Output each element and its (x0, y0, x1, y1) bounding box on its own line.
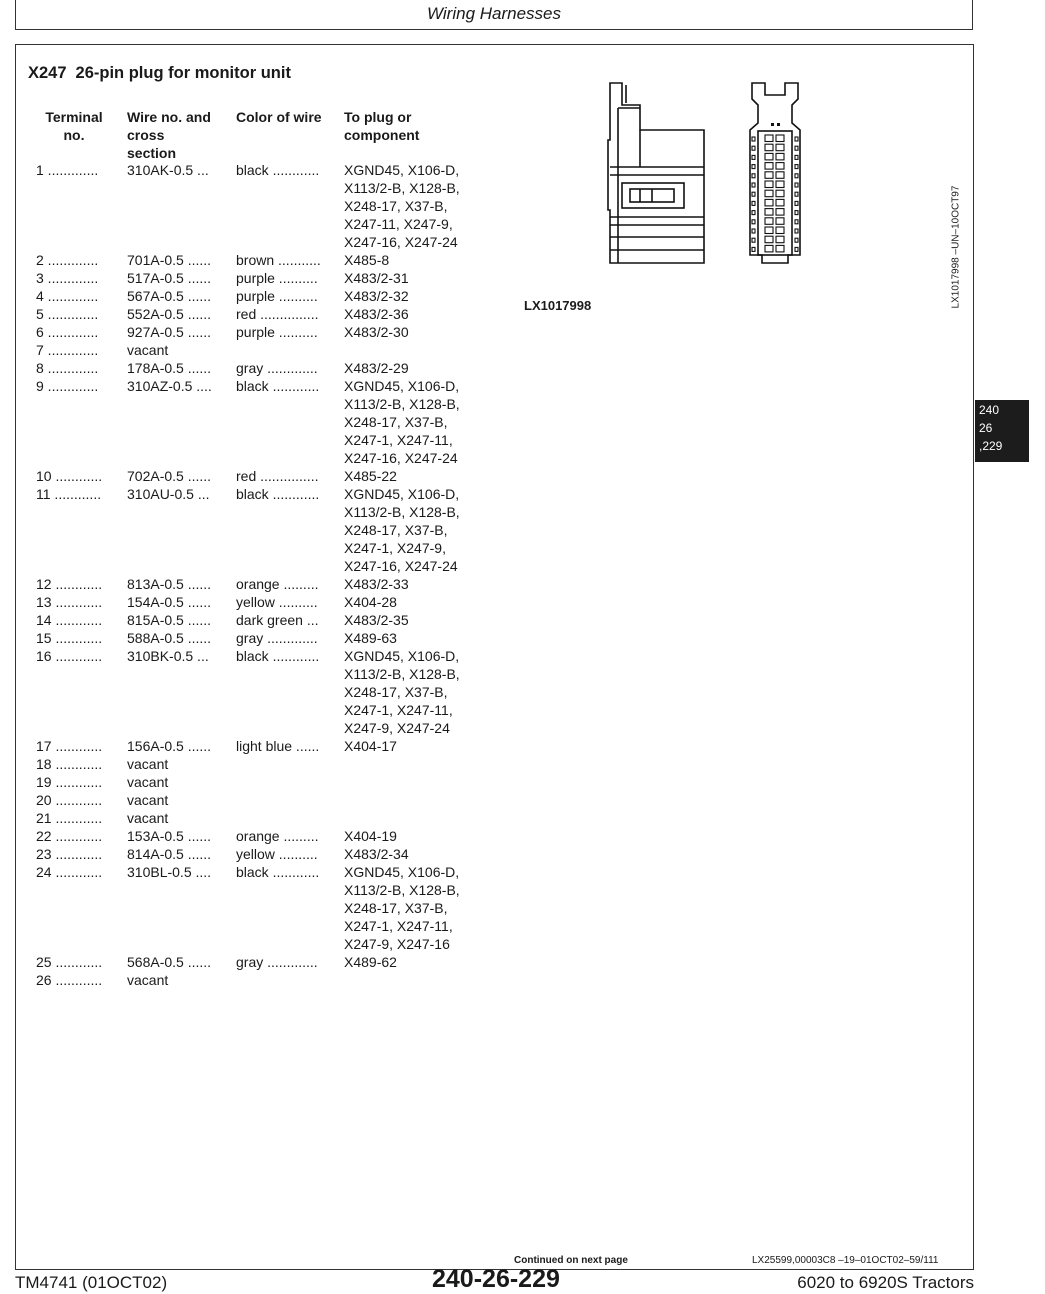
wire-color: red ............... (236, 468, 319, 484)
component-ref: X247-16, X247-24 (344, 558, 458, 574)
terminal-number: 13 ............ (36, 594, 103, 610)
page-header (15, 0, 973, 30)
reference-code: LX25599,00003C8 –19–01OCT02–59/111 (752, 1255, 939, 1266)
terminal-number: 8 ............. (36, 360, 99, 376)
component-ref (344, 773, 520, 791)
component-list (344, 845, 520, 863)
component-ref: X483/2-36 (344, 306, 409, 322)
connector-latch-tick (795, 229, 798, 233)
wire-number: vacant (127, 756, 169, 772)
wire-number: vacant (127, 810, 169, 826)
component-ref (344, 971, 520, 989)
connector-latch-tick (752, 238, 755, 242)
plug-code: X247 (28, 64, 67, 82)
wire-number: 154A-0.5 ...... (127, 594, 212, 610)
side-reference-text: LX1017998 –UN–10OCT97 (950, 185, 962, 309)
component-ref: X489-63 (344, 630, 397, 646)
connector-latch-tick (752, 183, 755, 187)
plug-description: 26-pin plug for monitor unit (75, 64, 291, 82)
terminal-number: 5 ............. (36, 306, 99, 322)
component-list (344, 575, 520, 593)
column-header-component: To plug or component (344, 109, 420, 143)
terminal-number: 19 ............ (36, 774, 103, 790)
component-list (344, 485, 520, 575)
wire-number: 552A-0.5 ...... (127, 306, 212, 322)
wire-number: 702A-0.5 ...... (127, 468, 212, 484)
component-ref: X483/2-31 (344, 270, 409, 286)
component-ref: X247-1, X247-11, (344, 432, 453, 448)
table-row (0, 467, 520, 485)
table-row (0, 791, 520, 809)
component-list (344, 953, 520, 971)
table-row (0, 827, 520, 845)
wire-number: 588A-0.5 ...... (127, 630, 212, 646)
table-row (0, 845, 520, 863)
component-list (344, 971, 520, 989)
wire-color: yellow .......... (236, 846, 318, 862)
component-list (344, 629, 520, 647)
component-ref (344, 791, 520, 809)
component-ref (344, 755, 520, 773)
table-row (0, 755, 520, 773)
connector-latch-tick (795, 238, 798, 242)
wire-number: 517A-0.5 ...... (127, 270, 212, 286)
component-list (344, 611, 520, 629)
connector-latch-tick (795, 174, 798, 178)
component-list (344, 305, 520, 323)
component-list (344, 863, 520, 953)
terminal-number: 12 ............ (36, 576, 103, 592)
wire-number: vacant (127, 792, 169, 808)
component-ref: X247-1, X247-11, (344, 702, 453, 718)
wire-color: gray ............. (236, 954, 318, 970)
wire-color: purple .......... (236, 288, 318, 304)
terminal-number: 14 ............ (36, 612, 103, 628)
connector-latch-tick (752, 165, 755, 169)
table-row (0, 737, 520, 755)
table-row (0, 773, 520, 791)
component-ref: X247-1, X247-11, (344, 918, 453, 934)
connector-pin (776, 181, 784, 188)
terminal-number: 20 ............ (36, 792, 103, 808)
connector-latch-tick (795, 146, 798, 150)
terminal-number: 17 ............ (36, 738, 103, 754)
header-title: Wiring Harnesses (427, 4, 561, 23)
table-row (0, 971, 520, 989)
wire-color: orange ......... (236, 576, 319, 592)
connector-pin (776, 144, 784, 151)
wire-color: light blue ...... (236, 738, 320, 754)
component-ref: X247-11, X247-9, (344, 216, 453, 232)
wire-number: 178A-0.5 ...... (127, 360, 212, 376)
wire-number: 815A-0.5 ...... (127, 612, 212, 628)
connector-pin (765, 181, 773, 188)
connector-diagram (600, 75, 815, 270)
connector-pin (765, 199, 773, 206)
table-row (0, 611, 520, 629)
connector-latch-tick (752, 247, 755, 251)
connector-latch-tick (752, 137, 755, 141)
connector-pin (765, 135, 773, 142)
component-list (344, 647, 520, 737)
column-header-terminal: Terminal no. (45, 109, 103, 143)
section-tab-line: ,229 (979, 439, 1003, 453)
wire-number: 814A-0.5 ...... (127, 846, 212, 862)
connector-latch-tick (752, 201, 755, 205)
table-row (0, 593, 520, 611)
wire-color: orange ......... (236, 828, 319, 844)
terminal-number: 9 ............. (36, 378, 99, 394)
wire-number: 310AZ-0.5 .... (127, 378, 212, 394)
terminal-number: 23 ............ (36, 846, 103, 862)
wire-number: vacant (127, 342, 169, 358)
component-ref (344, 341, 520, 359)
component-list (344, 809, 520, 827)
section-tab-line: 240 (979, 403, 1000, 417)
connector-latch-tick (795, 220, 798, 224)
wire-number: 310AU-0.5 ... (127, 486, 210, 502)
connector-pin (765, 245, 773, 252)
wire-color: red ............... (236, 306, 319, 322)
table-row (0, 485, 520, 575)
component-ref: X483/2-34 (344, 846, 409, 862)
component-ref: XGND45, X106-D, (344, 648, 460, 664)
wire-color: black ............ (236, 378, 320, 394)
table-row (0, 305, 520, 323)
terminal-number: 11 ............ (36, 486, 102, 502)
component-ref: X248-17, X37-B, (344, 198, 448, 214)
component-ref: X485-8 (344, 252, 390, 268)
component-list (344, 341, 520, 359)
table-row (0, 575, 520, 593)
wire-color: brown ........... (236, 252, 321, 268)
component-ref: X247-9, X247-24 (344, 720, 450, 736)
wire-number: 701A-0.5 ...... (127, 252, 212, 268)
wire-number: 310BK-0.5 ... (127, 648, 209, 664)
connector-latch-tick (752, 192, 755, 196)
component-list (344, 161, 520, 251)
wire-number: vacant (127, 972, 169, 988)
connector-latch-tick (795, 137, 798, 141)
wire-color: black ............ (236, 864, 320, 880)
connector-latch-tick (795, 211, 798, 215)
component-list (344, 827, 520, 845)
figure-label: LX1017998 (524, 298, 592, 313)
connector-pin (765, 209, 773, 216)
wire-color: gray ............. (236, 630, 318, 646)
terminal-number: 7 ............. (36, 342, 99, 358)
table-row (0, 953, 520, 971)
terminal-number: 1 ............. (36, 162, 99, 178)
component-ref: X248-17, X37-B, (344, 522, 448, 538)
connector-pin (776, 199, 784, 206)
component-ref: X247-1, X247-9, (344, 540, 446, 556)
terminal-number: 18 ............ (36, 756, 103, 772)
table-row (0, 359, 520, 377)
connector-latch-tick (795, 183, 798, 187)
table-row (0, 269, 520, 287)
wire-color: yellow .......... (236, 594, 318, 610)
table-row (0, 287, 520, 305)
component-ref: XGND45, X106-D, (344, 864, 460, 880)
connector-pin (765, 153, 773, 160)
section-tab (975, 400, 1029, 462)
connector-pin (776, 218, 784, 225)
component-list (344, 467, 520, 485)
connector-latch-tick (752, 174, 755, 178)
component-list (344, 251, 520, 269)
connector-pin (776, 190, 784, 197)
section-tab-line: 26 (979, 421, 993, 435)
table-row (0, 323, 520, 341)
connector-latch-tick (752, 220, 755, 224)
component-ref: XGND45, X106-D, (344, 378, 460, 394)
component-ref: X113/2-B, X128-B, (344, 180, 460, 196)
wire-number: 153A-0.5 ...... (127, 828, 212, 844)
wire-number: 813A-0.5 ...... (127, 576, 212, 592)
component-ref: X247-16, X247-24 (344, 450, 458, 466)
table-row (0, 341, 520, 359)
product-name: 6020 to 6920S Tractors (797, 1273, 974, 1292)
wire-number: vacant (127, 774, 169, 790)
table-row (0, 809, 520, 827)
connector-latch-tick (795, 192, 798, 196)
connector-latch-tick (795, 247, 798, 251)
connector-latch-tick (752, 155, 755, 159)
component-list (344, 593, 520, 611)
terminal-number: 3 ............. (36, 270, 99, 286)
terminal-number: 24 ............ (36, 864, 103, 880)
component-ref: X404-19 (344, 828, 397, 844)
wire-color: purple .......... (236, 270, 318, 286)
component-list (344, 737, 520, 755)
connector-pin (765, 144, 773, 151)
column-header-wire: Wire no. and cross section (127, 109, 211, 161)
component-list (344, 773, 520, 791)
terminal-table (0, 161, 520, 989)
component-ref: XGND45, X106-D, (344, 486, 460, 502)
connector-pin (765, 227, 773, 234)
component-ref: X113/2-B, X128-B, (344, 504, 460, 520)
connector-latch-tick (752, 146, 755, 150)
column-header-color: Color of wire (236, 109, 322, 125)
component-ref: X483/2-29 (344, 360, 409, 376)
component-list (344, 287, 520, 305)
wire-color: black ............ (236, 162, 320, 178)
wire-number: 568A-0.5 ...... (127, 954, 212, 970)
connector-pin (765, 172, 773, 179)
component-ref: X485-22 (344, 468, 397, 484)
terminal-number: 22 ............ (36, 828, 103, 844)
wire-number: 567A-0.5 ...... (127, 288, 212, 304)
terminal-number: 6 ............. (36, 324, 99, 340)
connector-pin (776, 163, 784, 170)
table-row (0, 161, 520, 251)
component-list (344, 377, 520, 467)
component-list (344, 755, 520, 773)
wire-color: purple .......... (236, 324, 318, 340)
terminal-number: 25 ............ (36, 954, 103, 970)
wire-color: dark green ... (236, 612, 319, 628)
connector-pin (765, 236, 773, 243)
terminal-number: 21 ............ (36, 810, 103, 826)
component-ref: X483/2-32 (344, 288, 409, 304)
component-ref: X248-17, X37-B, (344, 900, 448, 916)
component-ref: X483/2-35 (344, 612, 409, 628)
connector-latch-tick (795, 201, 798, 205)
terminal-number: 26 ............ (36, 972, 103, 988)
wire-number: 310BL-0.5 .... (127, 864, 212, 880)
component-ref: X113/2-B, X128-B, (344, 882, 460, 898)
connector-latch-tick (752, 229, 755, 233)
terminal-number: 2 ............. (36, 252, 99, 268)
table-row (0, 863, 520, 953)
connector-pin (776, 153, 784, 160)
connector-pin (776, 135, 784, 142)
component-ref: X248-17, X37-B, (344, 684, 448, 700)
section-title (28, 64, 291, 83)
terminal-number: 15 ............ (36, 630, 103, 646)
component-ref: X483/2-30 (344, 324, 409, 340)
terminal-number: 4 ............. (36, 288, 99, 304)
document-id: TM4741 (01OCT02) (15, 1273, 168, 1292)
page-number: 240-26-229 (432, 1265, 560, 1293)
wire-number: 927A-0.5 ...... (127, 324, 212, 340)
wire-color: gray ............. (236, 360, 318, 376)
component-ref (344, 809, 520, 827)
connector-pin (765, 218, 773, 225)
component-ref: X247-9, X247-16 (344, 936, 450, 952)
component-ref: X404-17 (344, 738, 397, 754)
connector-latch-tick (795, 165, 798, 169)
table-row (0, 647, 520, 737)
connector-pin (776, 245, 784, 252)
connector-latch-tick (752, 211, 755, 215)
table-row (0, 629, 520, 647)
connector-pin (776, 236, 784, 243)
component-ref: XGND45, X106-D, (344, 162, 460, 178)
component-list (344, 269, 520, 287)
component-ref: X489-62 (344, 954, 397, 970)
component-list (344, 323, 520, 341)
component-ref: X404-28 (344, 594, 397, 610)
wire-number: 156A-0.5 ...... (127, 738, 212, 754)
wire-number: 310AK-0.5 ... (127, 162, 209, 178)
connector-pin (776, 209, 784, 216)
component-list (344, 359, 520, 377)
connector-pin (765, 163, 773, 170)
component-ref: X113/2-B, X128-B, (344, 666, 460, 682)
component-list (344, 791, 520, 809)
table-row (0, 377, 520, 467)
component-ref: X247-16, X247-24 (344, 234, 458, 250)
continued-note: Continued on next page (514, 1255, 628, 1266)
table-row (0, 251, 520, 269)
connector-latch-tick (795, 155, 798, 159)
wire-color: black ............ (236, 648, 320, 664)
figure-side-reference (940, 176, 972, 318)
terminal-number: 10 ............ (36, 468, 103, 484)
component-ref: X483/2-33 (344, 576, 409, 592)
component-ref: X113/2-B, X128-B, (344, 396, 460, 412)
terminal-number: 16 ............ (36, 648, 103, 664)
connector-pin (765, 190, 773, 197)
wire-color: black ............ (236, 486, 320, 502)
connector-pin (776, 172, 784, 179)
connector-pin (776, 227, 784, 234)
component-ref: X248-17, X37-B, (344, 414, 448, 430)
